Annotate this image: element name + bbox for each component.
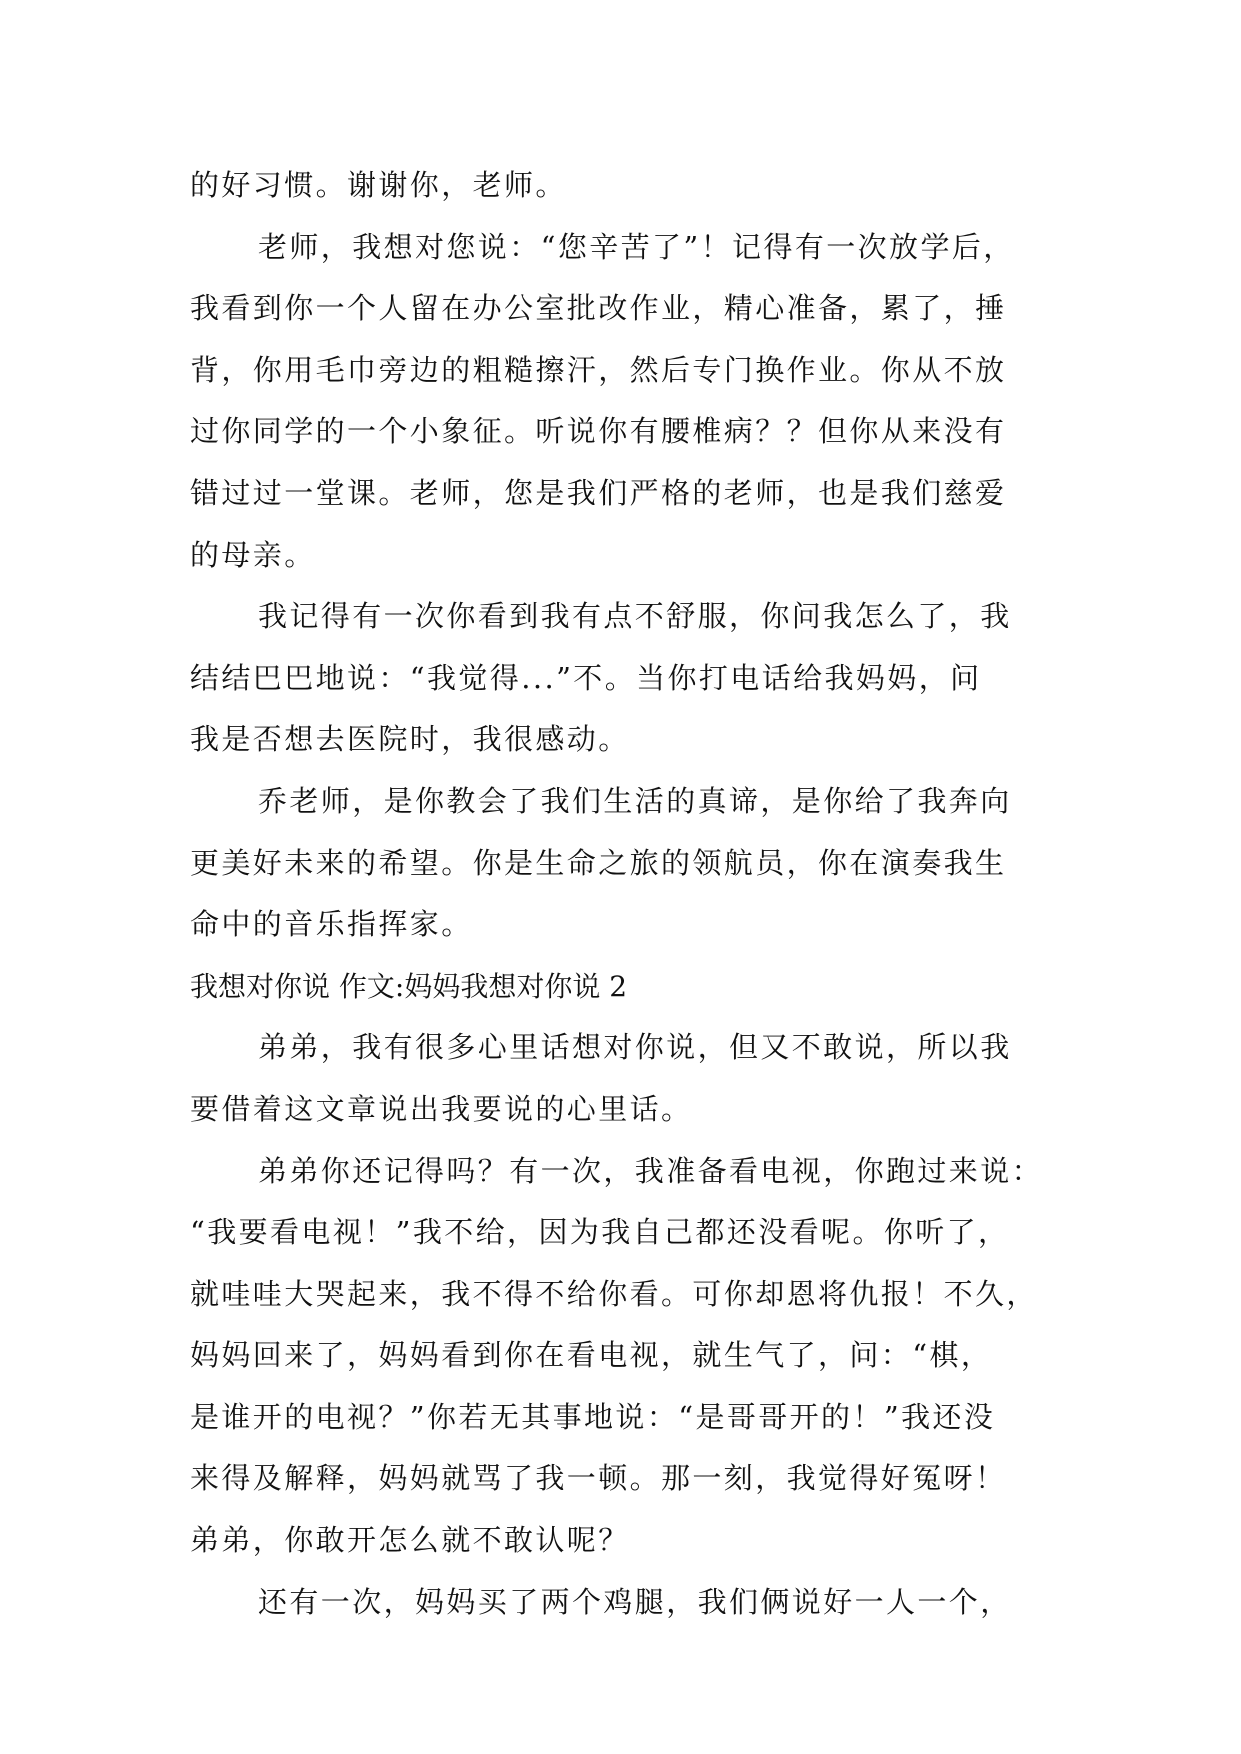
text-line: 是谁开的电视？”你若无其事地说：“是哥哥开的！”我还没 bbox=[190, 1399, 996, 1434]
paragraph-start-line: 老师，我想对您说：“您辛苦了”！记得有一次放学后， bbox=[258, 229, 1015, 264]
text-line: 过你同学的一个小象征。听说你有腰椎病？？但你从来没有 bbox=[190, 414, 1007, 449]
text-line: 我是否想去医院时，我很感动。 bbox=[190, 722, 630, 757]
text-line: 要借着这文章说出我要说的心里话。 bbox=[190, 1091, 693, 1126]
text-line: 妈妈回来了，妈妈看到你在看电视，就生气了，问：“棋， bbox=[190, 1338, 993, 1373]
text-line: 背，你用毛巾旁边的粗糙擦汗，然后专门换作业。你从不放 bbox=[190, 352, 1007, 387]
paragraph-start-line: 弟弟，我有很多心里话想对你说，但又不敢说，所以我 bbox=[258, 1030, 1012, 1065]
text-line: “我要看电视！”我不给，因为我自己都还没看呢。你听了， bbox=[190, 1215, 1010, 1250]
text-line: 的好习惯。谢谢你，老师。 bbox=[190, 168, 567, 202]
text-line: 更美好未来的希望。你是生命之旅的领航员，你在演奏我生 bbox=[190, 845, 1007, 880]
section-heading: 我想对你说 作文:妈妈我想对你说 2 bbox=[190, 969, 628, 1003]
text-line: 就哇哇大哭起来，我不得不给你看。可你却恩将仇报！不久， bbox=[190, 1276, 1038, 1311]
text-line: 错过过一堂课。老师，您是我们严格的老师，也是我们慈爱 bbox=[190, 475, 1007, 510]
text-line: 命中的音乐指挥家。 bbox=[190, 907, 473, 942]
text-line: 的母亲。 bbox=[190, 537, 316, 572]
paragraph-start-line: 弟弟你还记得吗？有一次，我准备看电视，你跑过来说： bbox=[258, 1153, 1044, 1188]
text-line: 来得及解释，妈妈就骂了我一顿。那一刻，我觉得好冤呀！ bbox=[190, 1461, 1007, 1496]
text-line: 弟弟，你敢开怎么就不敢认呢？ bbox=[190, 1523, 630, 1558]
text-line: 结结巴巴地说：“我觉得...”不。当你打电话给我妈妈，问 bbox=[190, 660, 982, 695]
document-body bbox=[190, 155, 1060, 1633]
paragraph-start-line: 还有一次，妈妈买了两个鸡腿，我们俩说好一人一个， bbox=[258, 1584, 1012, 1619]
paragraph-start-line: 乔老师，是你教会了我们生活的真谛，是你给了我奔向 bbox=[258, 783, 1012, 818]
paragraph-start-line: 我记得有一次你看到我有点不舒服，你问我怎么了，我 bbox=[258, 599, 1012, 634]
text-line: 我看到你一个人留在办公室批改作业，精心准备，累了，捶 bbox=[190, 291, 1007, 326]
